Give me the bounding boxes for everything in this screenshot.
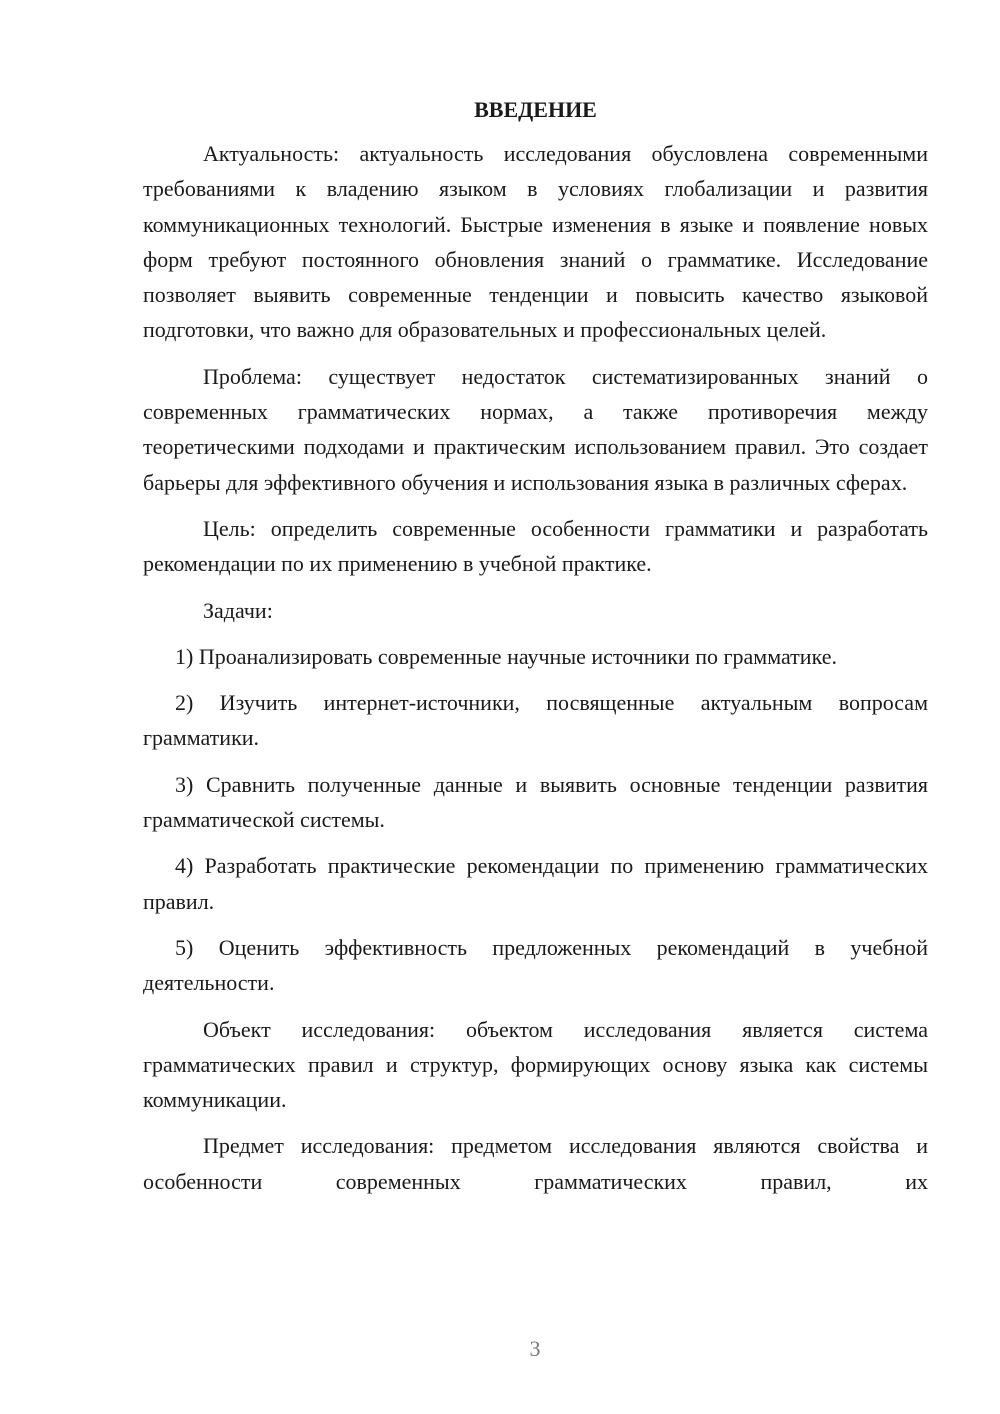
page-body	[143, 92, 928, 1199]
paragraph-problem: Проблема: существует недостаток систематизированных знаний о современных грамматических нормах, а также противоречия между теоретическими подходами и практическим использованием правил. Это создает барьеры для эффективного обучения и использования языка в различных сферах.	[143, 363, 928, 495]
task-item-1: 1) Проанализировать современные научные источники по грамматике.	[175, 643, 837, 669]
task-item-4: 4) Разработать практические рекомендации по применению грамматических правил.	[143, 853, 928, 914]
section-title: ВВЕДЕНИЕ	[474, 97, 597, 122]
tasks-heading: Задачи:	[203, 597, 273, 623]
paragraph-subject: Предмет исследования: предметом исследования являются свойства и особенности современных грамматических правил, их	[143, 1133, 928, 1194]
paragraph-goal: Цель: определить современные особенности грамматики и разработать рекомендации по их применению в учебной практике.	[143, 515, 928, 577]
task-item-2: 2) Изучить интернет-источники, посвященные актуальным вопросам грамматики.	[143, 690, 928, 751]
task-item-3: 3) Сравнить полученные данные и выявить основные тенденции развития грамматической системы.	[143, 771, 928, 833]
task-item-5: 5) Оценить эффективность предложенных рекомендаций в учебной деятельности.	[143, 934, 928, 996]
paragraph-object: Объект исследования: объектом исследования является система грамматических правил и структур, формирующих основу языка как системы коммуникации.	[143, 1016, 928, 1113]
page-number: 3	[529, 1336, 541, 1361]
paragraph-relevance: Актуальность: актуальность исследования обусловлена современными требованиями к владению языком в условиях глобализации и развития коммуникационных технологий. Быстрые изменения в языке и появление новых форм требуют постоянного обновления знаний о грамматике. Исследование позволяет выявить современные тенденции и повысить качество языковой подготовки, что важно для образовательных и профессиональных целей.	[143, 141, 928, 343]
